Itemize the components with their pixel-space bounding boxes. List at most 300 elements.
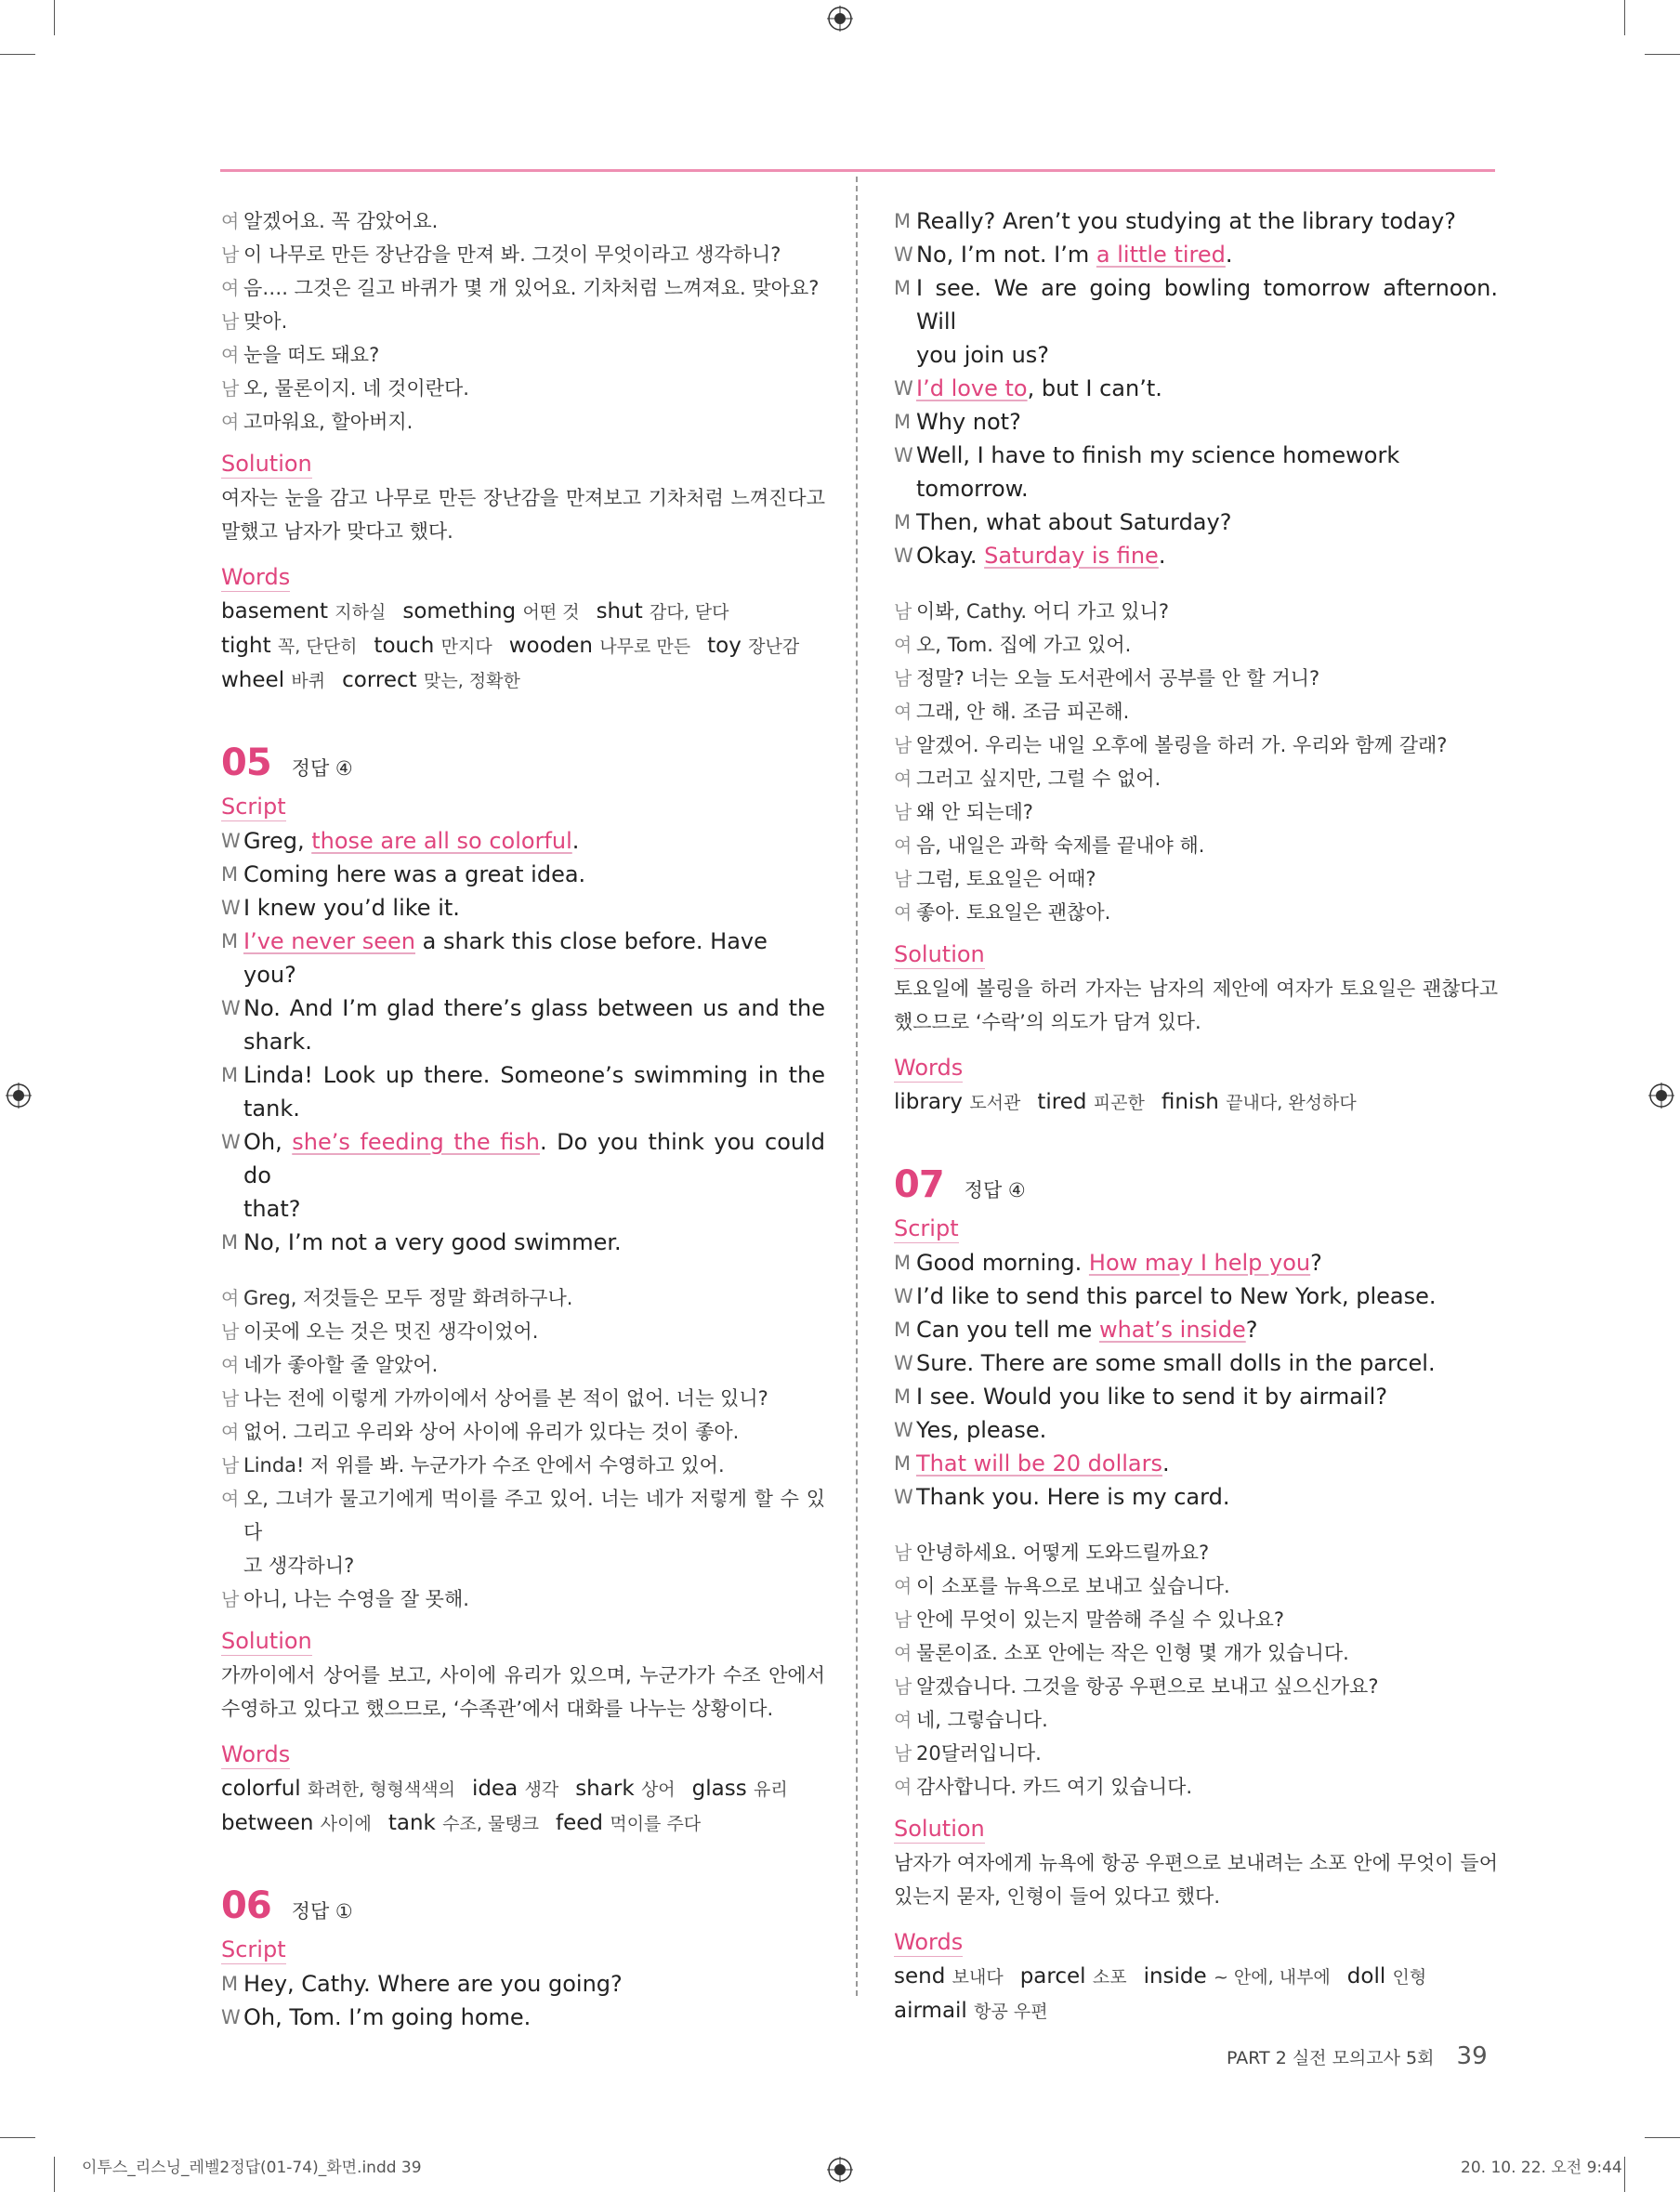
speaker-label: 여 [894, 701, 912, 723]
line-segment: Yes, please. [916, 1417, 1047, 1443]
translation-06 [894, 595, 1498, 929]
speaker-label: M [894, 411, 912, 433]
speaker-label: 남 [894, 600, 912, 623]
line-segment: Hey, Cathy. Where are you going? [243, 1971, 623, 1997]
line-text [916, 505, 1498, 539]
vocab-word: tight [221, 634, 271, 658]
script-line [221, 1125, 825, 1192]
speaker-label: M [221, 863, 239, 886]
line-text [916, 539, 1498, 572]
vocab-item [692, 1777, 788, 1801]
intro-translation [221, 204, 825, 439]
translation-line [221, 1315, 825, 1348]
script-line [894, 1480, 1498, 1514]
line-segment: ? [1310, 1250, 1322, 1276]
line-segment: , but I can’t. [1027, 375, 1162, 401]
script-07 [894, 1246, 1498, 1514]
speaker-label: 여 [221, 277, 240, 299]
speaker-label: M [894, 511, 912, 533]
speaker-label: 남 [894, 734, 912, 756]
vocab-word: feed [556, 1811, 604, 1835]
line-segment: . [571, 828, 580, 854]
line-text [916, 405, 1498, 439]
translation-line [894, 728, 1498, 762]
script-line [894, 1447, 1498, 1480]
speaker-label: M [221, 1973, 239, 1995]
translation-line [221, 1281, 825, 1315]
vocab-item [342, 668, 520, 692]
crop-mark [54, 2157, 55, 2192]
line-text [243, 1058, 825, 1092]
line-segment: Oh, Tom. I’m going home. [243, 2004, 532, 2030]
right-column [894, 204, 1498, 2028]
solution-text: 남자가 여자에게 뉴욕에 항공 우편으로 보내려는 소포 안에 무엇이 들어 있는지 묻자, 인형이 들어 있다고 했다. [894, 1852, 1498, 1908]
registration-mark-icon [6, 1083, 32, 1109]
line-text [916, 372, 1498, 405]
highlighted-answer: she’s feeding the fish [292, 1129, 540, 1155]
registration-mark-icon [1648, 1083, 1674, 1109]
vocab-word: touch [374, 634, 435, 658]
words-row [894, 1085, 1498, 1120]
line-segment: Can you tell me [916, 1317, 1099, 1343]
vocab-item [556, 1811, 701, 1835]
line-text: Linda! 저 위를 봐. 누군가가 수조 안에서 수영하고 있어. [243, 1454, 725, 1477]
vocab-meaning: 끝내다, 완성하다 [1226, 1093, 1357, 1113]
speaker-label: 여 [894, 1642, 912, 1664]
line-text: 오, Tom. 집에 가고 있어. [916, 634, 1132, 656]
column-divider [856, 177, 858, 1996]
translation-line [894, 595, 1498, 628]
vocab-item [597, 599, 729, 623]
words-row [221, 1772, 825, 1806]
vocab-word: doll [1346, 1964, 1386, 1989]
speaker-label: W [221, 1131, 241, 1153]
line-segment: No, I’m not a very good swimmer. [243, 1229, 622, 1255]
translation-line [221, 271, 825, 305]
vocab-word: parcel [1019, 1964, 1086, 1989]
highlighted-answer: Saturday is fine [984, 543, 1159, 569]
vocab-meaning: 꼭, 단단히 [277, 637, 358, 657]
translation-line [894, 896, 1498, 929]
script-line [894, 1313, 1498, 1346]
words-row [221, 663, 825, 698]
answer-key: 정답 ④ [964, 1179, 1026, 1201]
line-text: 음, 내일은 과학 숙제를 끝내야 해. [916, 834, 1205, 857]
script-label: Script [221, 1936, 286, 1962]
vocab-meaning: 소포 [1092, 1967, 1127, 1988]
script-line-continued [894, 338, 1498, 372]
line-text [916, 1447, 1498, 1480]
vocab-item [221, 634, 357, 658]
line-text: 이 소포를 뉴욕으로 보내고 싶습니다. [916, 1575, 1230, 1597]
line-text: 안에 무엇이 있는지 말씀해 주실 수 있나요? [916, 1608, 1285, 1631]
vocab-word: between [221, 1811, 314, 1835]
line-text [916, 1480, 1498, 1514]
vocab-word: shark [575, 1777, 635, 1801]
speaker-label: W [894, 1486, 913, 1508]
line-text: 20달러입니다. [916, 1742, 1042, 1765]
line-text: 왜 안 되는데? [916, 801, 1033, 823]
section-title: PART 2 실전 모의고사 5회 [1227, 2048, 1435, 2068]
script-06-cont [894, 204, 1498, 572]
line-text [243, 1967, 825, 2001]
speaker-label: 남 [221, 1454, 240, 1477]
vocab-item [221, 1811, 372, 1835]
line-text [243, 824, 825, 858]
script-line-continued [221, 1092, 825, 1125]
line-text: 안녕하세요. 어떻게 도와드릴까요? [916, 1542, 1210, 1564]
vocab-item [388, 1811, 539, 1835]
speaker-label: M [221, 930, 239, 952]
line-segment: Linda! Look up there. Someone’s swimming in the [243, 1062, 825, 1088]
vocab-meaning: 맞는, 정확한 [423, 671, 520, 691]
speaker-label: W [894, 377, 913, 400]
line-segment: Well, I have to finish my science homework tomorrow. [916, 442, 1400, 502]
highlighted-answer: a little tired [1096, 242, 1226, 268]
speaker-label: M [894, 1452, 912, 1475]
line-segment: Coming here was a great idea. [243, 861, 586, 887]
vocab-meaning: 지하실 [335, 602, 387, 623]
words-row [221, 595, 825, 629]
line-text: 고 생각하니? [243, 1555, 355, 1577]
speaker-label: M [894, 1252, 912, 1274]
vocab-meaning: 도서관 [969, 1093, 1021, 1113]
speaker-label: M [894, 1385, 912, 1408]
speaker-label: 여 [894, 1709, 912, 1731]
crop-mark [1645, 2137, 1680, 2138]
vocab-word: tired [1037, 1090, 1087, 1114]
vocab-meaning: 감다, 닫다 [650, 602, 729, 623]
speaker-label: W [894, 1285, 913, 1307]
vocab-item [894, 1964, 1004, 1989]
vocab-item [1020, 1964, 1127, 1989]
vocab-item [221, 668, 325, 692]
script-line [221, 824, 825, 858]
line-text: 알겠어요. 꼭 감았어요. [243, 210, 439, 232]
line-segment: Greg, [243, 828, 312, 854]
words-list [894, 1085, 1498, 1120]
vocab-item [894, 1090, 1020, 1114]
script-line [221, 2001, 825, 2034]
line-segment: I’d like to send this parcel to New York, please. [916, 1283, 1437, 1309]
speaker-label: M [894, 277, 912, 299]
vocab-item [894, 1999, 1048, 2023]
line-text [916, 439, 1498, 505]
solution-label: Solution [894, 1816, 985, 1842]
line-text: 그럼, 토요일은 어때? [916, 868, 1096, 890]
line-segment: Why not? [916, 409, 1021, 435]
line-text: 알겠습니다. 그것을 항공 우편으로 보내고 싶으신가요? [916, 1675, 1379, 1698]
translation-line [221, 238, 825, 271]
speaker-label: 남 [221, 1320, 240, 1343]
line-text: 음…. 그것은 길고 바퀴가 몇 개 있어요. 기차처럼 느껴져요. 맞아요? [243, 277, 820, 299]
speaker-label: 여 [221, 1421, 240, 1443]
script-line [221, 991, 825, 1025]
words-list [221, 595, 825, 698]
translation-05 [221, 1281, 825, 1616]
line-segment: I see. Would you like to send it by airmail? [916, 1384, 1388, 1410]
vocab-meaning: 생각 [524, 1779, 559, 1800]
vocab-item [707, 634, 799, 658]
vocab-item [1144, 1964, 1331, 1989]
line-text [916, 1313, 1498, 1346]
vocab-word: something [402, 599, 517, 623]
line-text: 알겠어. 우리는 내일 오후에 볼링을 하러 가. 우리와 함께 갈래? [916, 734, 1448, 756]
translation-line [894, 1703, 1498, 1737]
words-row [221, 1806, 825, 1841]
vocab-item [402, 599, 579, 623]
translation-line [894, 662, 1498, 695]
speaker-label: 남 [221, 1387, 240, 1410]
vocab-meaning: 먹이를 주다 [610, 1814, 702, 1834]
speaker-label: W [894, 243, 913, 266]
line-text: 그래, 안 해. 조금 피곤해. [916, 701, 1130, 723]
speaker-label: W [894, 545, 913, 567]
line-text: 정말? 너는 오늘 도서관에서 공부를 안 할 거니? [916, 667, 1320, 689]
question-header-07 [894, 1163, 1498, 1207]
vocab-word: library [894, 1090, 963, 1114]
speaker-label: 남 [221, 310, 240, 333]
speaker-label: 여 [894, 901, 912, 924]
vocab-meaning: 나무로 만든 [599, 637, 691, 657]
words-row [221, 629, 825, 663]
line-text [916, 1346, 1498, 1380]
vocab-word: shut [596, 599, 643, 623]
vocab-meaning: 인형 [1392, 1967, 1427, 1988]
line-text [243, 991, 825, 1025]
highlighted-answer: what’s inside [1098, 1317, 1246, 1343]
translation-line [221, 372, 825, 405]
translation-line [894, 829, 1498, 862]
crop-mark [54, 0, 55, 35]
solution-text: 여자는 눈을 감고 나무로 만든 장난감을 만져보고 기차처럼 느껴진다고 말했고 남자가 맞다고 했다. [221, 487, 825, 543]
vocab-word: toy [707, 634, 742, 658]
crop-mark [0, 54, 35, 55]
speaker-label: 여 [221, 411, 240, 433]
script-line [894, 1280, 1498, 1313]
translation-line [894, 1770, 1498, 1804]
line-text [243, 925, 825, 991]
line-text: 좋아. 토요일은 괜찮아. [916, 901, 1111, 924]
speaker-label: 여 [221, 344, 240, 366]
speaker-label: W [221, 2006, 241, 2028]
translation-line [894, 695, 1498, 728]
line-text: shark. [243, 1029, 312, 1055]
registration-mark-icon [827, 6, 853, 32]
script-line [221, 1967, 825, 2001]
script-line [221, 1226, 825, 1259]
line-segment: a shark this close before. Have you? [243, 928, 768, 988]
highlighted-answer: I’ve never seen [243, 928, 415, 954]
line-text: 이곳에 오는 것은 멋진 생각이었어. [243, 1320, 539, 1343]
question-number: 07 [894, 1163, 944, 1206]
script-line [894, 1413, 1498, 1447]
speaker-label: W [894, 1352, 913, 1374]
translation-line [894, 795, 1498, 829]
page-footer [1227, 2042, 1488, 2070]
line-text: that? [243, 1196, 301, 1222]
words-row [894, 1994, 1498, 2028]
translation-line [221, 1482, 825, 1549]
line-text [243, 1226, 825, 1259]
answer-key: 정답 ④ [291, 757, 353, 780]
line-text [916, 271, 1498, 338]
vocab-meaning: 어떤 것 [522, 602, 580, 623]
script-06-start [221, 1967, 825, 2034]
vocab-word: send [894, 1964, 946, 1989]
crop-mark [1645, 54, 1680, 55]
line-text [916, 1380, 1498, 1413]
line-text [916, 1413, 1498, 1447]
script-05 [221, 824, 825, 1259]
script-line-continued [221, 1192, 825, 1226]
vocab-item [1037, 1090, 1144, 1114]
vocab-item [1162, 1090, 1357, 1114]
line-text: 오, 물론이지. 네 것이란다. [243, 377, 469, 400]
line-text [243, 1125, 825, 1192]
left-column [221, 204, 825, 2034]
line-text: 나는 전에 이렇게 가까이에서 상어를 본 적이 없어. 너는 있니? [243, 1387, 768, 1410]
translation-line [221, 405, 825, 439]
speaker-label: M [221, 1231, 239, 1254]
line-text [916, 1280, 1498, 1313]
line-text: 네, 그렇습니다. [916, 1709, 1048, 1731]
solution-label: Solution [894, 941, 985, 967]
script-line [894, 372, 1498, 405]
speaker-label: 여 [894, 1575, 912, 1597]
speaker-label: W [221, 997, 241, 1019]
solution-text: 토요일에 볼링을 하러 가자는 남자의 제안에 여자가 토요일은 괜찮다고 했으므로 ‘수락’의 의도가 담겨 있다. [894, 978, 1498, 1033]
speaker-label: 남 [894, 1742, 912, 1765]
line-text: 감사합니다. 카드 여기 있습니다. [916, 1776, 1193, 1798]
speaker-label: 남 [894, 868, 912, 890]
script-line [894, 204, 1498, 238]
script-label: Script [894, 1215, 959, 1241]
script-line [894, 539, 1498, 572]
translation-line [221, 1382, 825, 1415]
line-text: 맞아. [243, 310, 288, 333]
translation-line [221, 204, 825, 238]
speaker-label: 남 [894, 1675, 912, 1698]
translation-line-continued [221, 1549, 825, 1582]
line-text [243, 858, 825, 891]
vocab-meaning: 바퀴 [291, 671, 326, 691]
speaker-label: 여 [221, 1488, 240, 1510]
line-text: 물론이죠. 소포 안에는 작은 인형 몇 개가 있습니다. [916, 1642, 1349, 1664]
solution-label: Solution [221, 1628, 312, 1654]
speaker-label: 남 [221, 243, 240, 266]
vocab-item [509, 634, 690, 658]
line-segment: Okay. [916, 543, 985, 569]
vocab-meaning: 보내다 [952, 1967, 1004, 1988]
line-text: 오, 그녀가 물고기에게 먹이를 주고 있어. 너는 네가 저렇게 할 수 있다 [243, 1488, 825, 1543]
speaker-label: 남 [894, 667, 912, 689]
script-line [894, 1246, 1498, 1280]
translation-line [894, 1636, 1498, 1670]
translation-line [221, 1449, 825, 1482]
print-slug-file: 이투스_리스닝_레벨2정답(01-74)_화면.indd 39 [82, 2159, 422, 2177]
solution-text: 가까이에서 상어를 보고, 사이에 유리가 있으며, 누군가가 수조 안에서 수영하고 있다고 했으므로, ‘수족관’에서 대화를 나누는 상황이다. [221, 1664, 825, 1720]
script-line [894, 271, 1498, 338]
question-header-05 [221, 742, 825, 785]
line-segment: Oh, [243, 1129, 293, 1155]
highlighted-answer: those are all so colorful [311, 828, 572, 854]
line-text: 눈을 떠도 돼요? [243, 344, 380, 366]
vocab-meaning: 만지다 [440, 637, 492, 657]
script-line [894, 405, 1498, 439]
vocab-word: colorful [221, 1777, 301, 1801]
vocab-meaning: 화려한, 형형색색의 [308, 1779, 455, 1800]
vocab-word: glass [691, 1777, 747, 1801]
vocab-meaning: 수조, 물탱크 [442, 1814, 540, 1834]
speaker-label: 여 [894, 834, 912, 857]
vocab-meaning: ~ 안에, 내부에 [1213, 1967, 1331, 1988]
speaker-label: 여 [894, 1776, 912, 1798]
speaker-label: W [894, 444, 913, 466]
highlighted-answer: How may I help you [1088, 1250, 1311, 1276]
script-line [894, 505, 1498, 539]
translation-line [894, 1569, 1498, 1603]
line-text: Greg, 저것들은 모두 정말 화려하구나. [243, 1287, 573, 1309]
script-line [894, 439, 1498, 505]
vocab-word: finish [1161, 1090, 1219, 1114]
script-line [894, 238, 1498, 271]
translation-line [894, 762, 1498, 795]
line-segment: I see. We are going bowling tomorrow afternoon. Will [916, 275, 1498, 335]
line-text: you join us? [916, 342, 1050, 368]
vocab-word: tank [387, 1811, 436, 1835]
speaker-label: W [221, 830, 241, 852]
translation-line [894, 862, 1498, 896]
vocab-item [221, 1777, 455, 1801]
translation-line [894, 1737, 1498, 1770]
line-segment: No, I’m not. I’m [916, 242, 1096, 268]
words-label: Words [221, 564, 291, 590]
speaker-label: W [221, 897, 241, 919]
answer-key: 정답 ① [291, 1900, 353, 1923]
vocab-meaning: 유리 [754, 1779, 788, 1800]
vocab-word: wooden [508, 634, 593, 658]
words-label: Words [894, 1929, 964, 1955]
line-segment: . [1225, 242, 1233, 268]
translation-line [221, 1348, 825, 1382]
words-row [894, 1960, 1498, 1994]
line-segment: . Do you think you could do [243, 1129, 826, 1188]
vocab-item [1347, 1964, 1426, 1989]
speaker-label: 남 [894, 1608, 912, 1631]
question-number: 06 [221, 1884, 271, 1927]
line-text [916, 204, 1498, 238]
vocab-item [472, 1777, 558, 1801]
vocab-meaning: 장난감 [748, 637, 800, 657]
line-segment: Then, what about Saturday? [916, 509, 1232, 535]
line-segment: . [1158, 543, 1166, 569]
speaker-label: M [894, 1319, 912, 1341]
crop-mark [0, 2137, 35, 2138]
crop-mark [1624, 2157, 1625, 2192]
line-text: 그러고 싶지만, 그럴 수 없어. [916, 768, 1162, 790]
speaker-label: 남 [221, 1588, 240, 1610]
highlighted-answer: I’d love to [916, 375, 1028, 401]
crop-mark [1624, 0, 1625, 35]
line-text [916, 238, 1498, 271]
vocab-item [374, 634, 492, 658]
speaker-label: 남 [221, 377, 240, 400]
translation-line [894, 1603, 1498, 1636]
print-slug-date: 20. 10. 22. 오전 9:44 [1461, 2159, 1622, 2177]
vocab-item [221, 599, 386, 623]
vocab-word: correct [342, 668, 417, 692]
